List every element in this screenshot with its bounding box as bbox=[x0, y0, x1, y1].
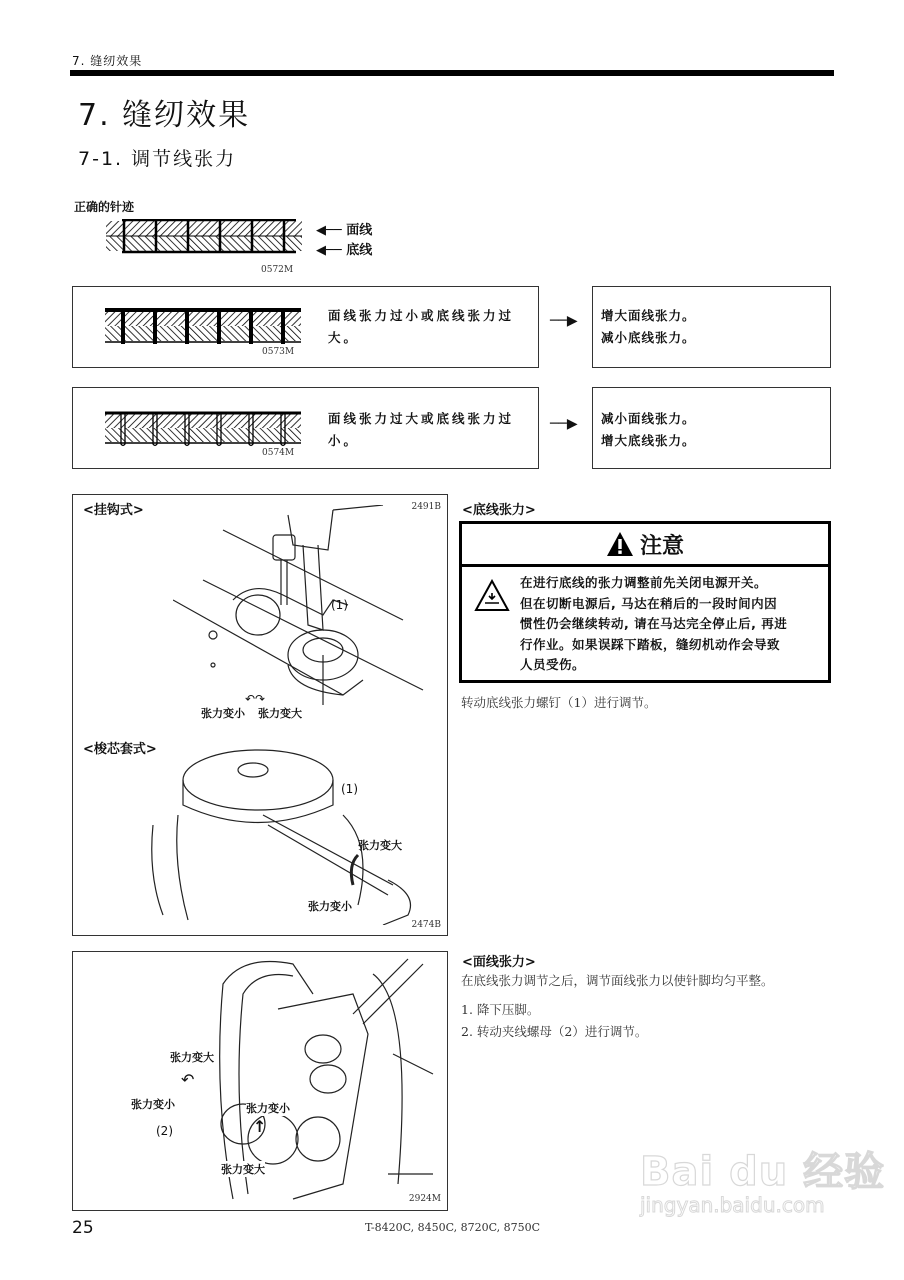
tighten-label: 张力变大 bbox=[170, 1051, 214, 1064]
correct-stitch-diagram bbox=[106, 219, 302, 255]
remedy-line: 减小底线张力。 bbox=[601, 330, 696, 345]
caution-box bbox=[459, 521, 831, 683]
figure-code: 0573M bbox=[262, 347, 295, 357]
callout-1: (1) bbox=[331, 598, 348, 612]
page-title: 7. 缝纫效果 bbox=[78, 98, 251, 133]
loosen-label: 张力变小 bbox=[308, 900, 352, 913]
caution-line: 惯性仍会继续转动, 请在马达完全停止后, 再进 bbox=[520, 616, 788, 631]
figure-code: 0572M bbox=[261, 265, 294, 275]
tight-upper-stitch-diagram bbox=[105, 408, 301, 448]
figure-code: 2474B bbox=[411, 920, 441, 930]
figure-code: 0574M bbox=[262, 448, 295, 458]
arrow-right-icon: ──▶ bbox=[550, 313, 578, 329]
rotate-left-arrow-icon: ↶ bbox=[181, 1070, 195, 1089]
remedy-1-box bbox=[592, 286, 831, 368]
caution-header bbox=[462, 524, 828, 567]
lower-thread-pointer bbox=[316, 239, 372, 258]
remedy-2-box bbox=[592, 387, 831, 469]
upper-thread-label: 面线 bbox=[346, 223, 373, 238]
remedy-line: 增大面线张力。 bbox=[601, 308, 696, 323]
loosen-label: 张力变小 bbox=[246, 1102, 290, 1115]
warning-icon bbox=[606, 531, 634, 557]
lower-thread-label: 底线 bbox=[346, 243, 373, 258]
tighten-label: 张力变大 bbox=[358, 839, 402, 852]
bobbin-figures-box bbox=[72, 494, 448, 936]
condition-text: 面线张力过大或底线张力过小。 bbox=[328, 411, 515, 448]
remedy-line: 减小面线张力。 bbox=[601, 411, 696, 426]
loosen-label: 张力变小 bbox=[131, 1098, 175, 1111]
arrow-left-icon: ◀── bbox=[316, 223, 342, 238]
hook-illustration bbox=[173, 505, 443, 710]
upper-tension-intro: 在底线张力调节之后，调节面线张力以使针脚均匀平整。 bbox=[461, 973, 774, 988]
baidu-watermark bbox=[640, 1140, 885, 1217]
caution-text bbox=[520, 573, 787, 676]
callout-1: (1) bbox=[341, 782, 358, 796]
caution-line: 在进行底线的张力调整前先关闭电源开关。 bbox=[520, 575, 768, 590]
section-title: 7-1. 调节线张力 bbox=[78, 148, 237, 170]
upper-tension-heading: <面线张力> bbox=[462, 955, 536, 970]
arrow-right-icon: ──▶ bbox=[550, 416, 578, 432]
model-numbers: T-8420C, 8450C, 8720C, 8750C bbox=[365, 1221, 541, 1234]
upper-tension-steps bbox=[461, 999, 647, 1043]
remedy-line: 增大底线张力。 bbox=[601, 433, 696, 448]
upper-thread-pointer bbox=[316, 219, 372, 238]
header-rule bbox=[70, 70, 834, 76]
loosen-label: 张力变小 bbox=[201, 707, 245, 720]
running-header: 7. 缝纫效果 bbox=[72, 54, 143, 68]
bobbin-tension-heading: <底线张力> bbox=[462, 503, 536, 518]
watermark-logo: Bai du 经验 bbox=[640, 1149, 886, 1195]
tighten-label: 张力变大 bbox=[221, 1163, 265, 1176]
step-item: 1. 降下压脚。 bbox=[461, 1002, 540, 1017]
upper-tension-figure-box bbox=[72, 951, 448, 1211]
rotate-arrow-icon: ↶↷ bbox=[245, 692, 266, 706]
caution-title: 注意 bbox=[639, 533, 684, 559]
bobbin-instruction: 转动底线张力螺钉（1）进行调节。 bbox=[461, 695, 657, 710]
figure-code: 2924M bbox=[408, 1194, 441, 1204]
correct-stitch-caption: 正确的针迹 bbox=[74, 200, 135, 214]
caution-line: 人员受伤。 bbox=[520, 657, 586, 672]
case-2-box bbox=[72, 387, 539, 469]
watermark-url: jingyan.baidu.com bbox=[640, 1193, 825, 1217]
tighten-label: 张力变大 bbox=[258, 707, 302, 720]
hook-type-label: <挂钩式> bbox=[83, 503, 144, 518]
case-1-box bbox=[72, 286, 539, 368]
arrow-left-icon: ◀── bbox=[316, 243, 342, 258]
step-item: 2. 转动夹线螺母（2）进行调节。 bbox=[461, 1024, 648, 1039]
hand-injury-warning-icon bbox=[474, 579, 510, 613]
condition-text: 面线张力过小或底线张力过大。 bbox=[328, 308, 515, 345]
thread-tension-illustration bbox=[123, 954, 443, 1204]
page-number: 25 bbox=[72, 1218, 94, 1238]
arrow-up-icon: ↑ bbox=[253, 1117, 267, 1136]
caution-line: 但在切断电源后, 马达在稍后的一段时间内因 bbox=[520, 595, 778, 611]
bobbin-case-type-label: <梭芯套式> bbox=[83, 742, 157, 757]
loose-upper-stitch-diagram bbox=[105, 307, 301, 347]
bobbin-case-illustration bbox=[143, 745, 423, 925]
figure-code: 2491B bbox=[411, 502, 441, 512]
caution-line: 行作业。如果误踩下踏板，缝纫机动作会导致 bbox=[520, 636, 781, 652]
callout-2: (2) bbox=[156, 1124, 173, 1138]
